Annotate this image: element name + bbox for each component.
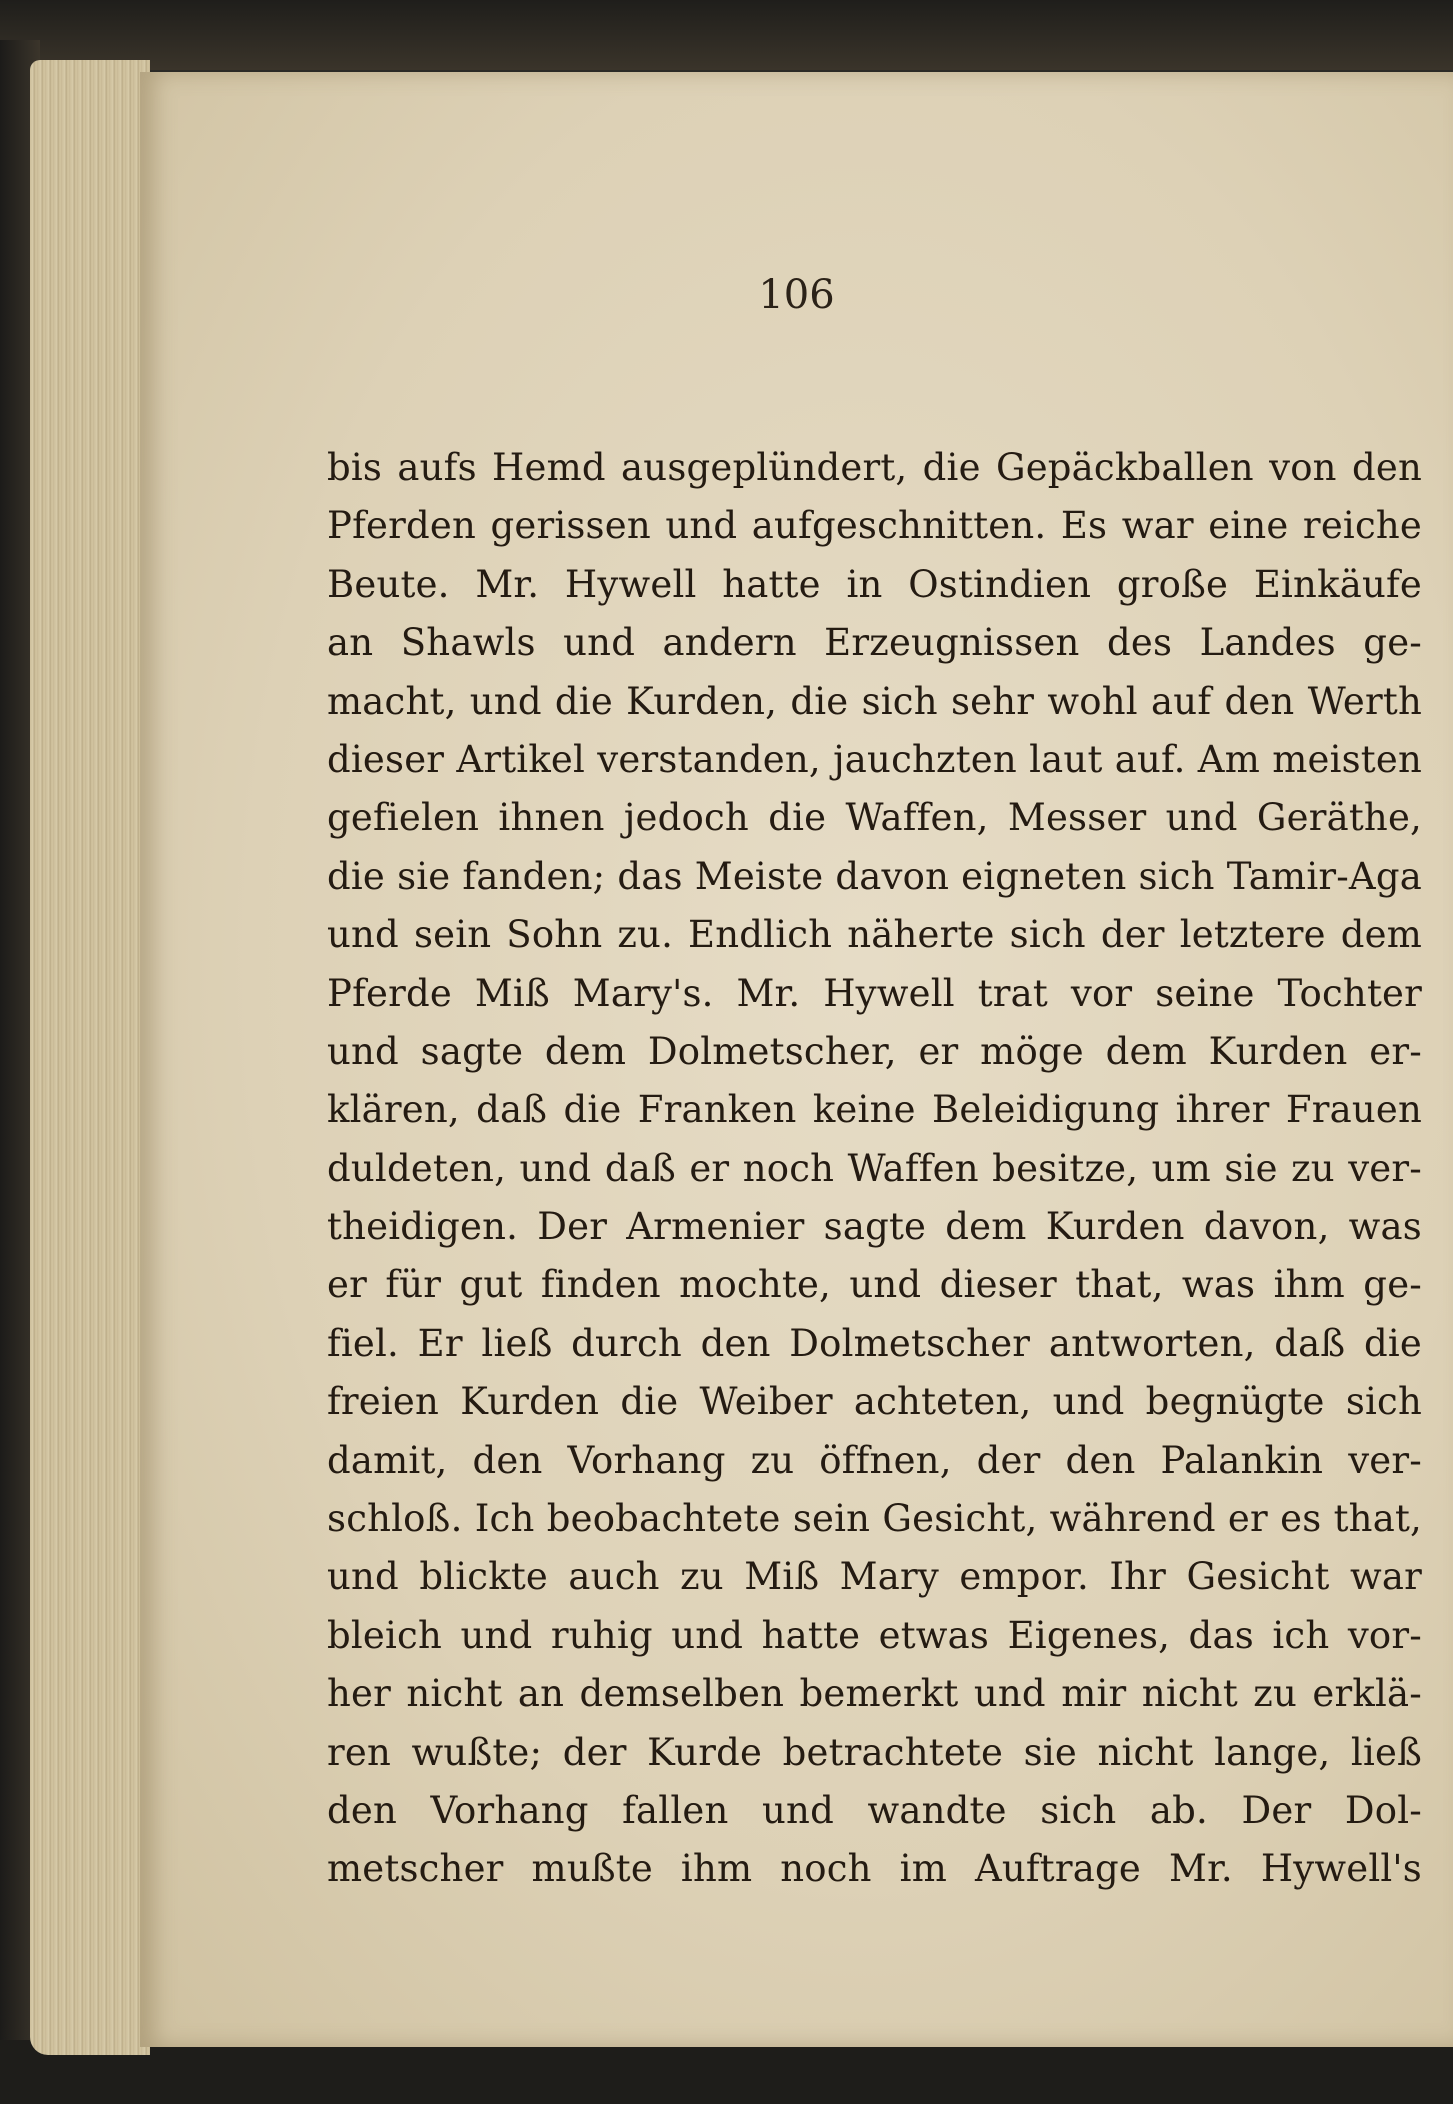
book-cover-bottom-edge bbox=[0, 2040, 1453, 2104]
text-line: und blickte auch zu Miß Mary empor. Ihr Gesicht war bbox=[327, 1555, 1422, 1599]
stacked-page-edges bbox=[30, 60, 150, 2055]
text-line: er für gut finden mochte, und dieser that, was ihm ge- bbox=[327, 1263, 1422, 1307]
text-line: duldeten, und daß er noch Waffen besitze, um sie zu ver- bbox=[327, 1146, 1422, 1190]
text-line: bis aufs Hemd ausgeplündert, die Gepäckballen von den bbox=[327, 446, 1422, 489]
text-line: fiel. Er ließ durch den Dolmetscher antworten, daß die bbox=[327, 1321, 1422, 1365]
text-line: und sein Sohn zu. Endlich näherte sich der letztere dem bbox=[327, 913, 1422, 957]
page-number: 106 bbox=[758, 272, 835, 318]
text-line: Beute. Mr. Hywell hatte in Ostindien große Einkäufe bbox=[327, 562, 1422, 606]
text-line: her nicht an demselben bemerkt und mir nicht zu erklä- bbox=[327, 1672, 1422, 1716]
text-line: klären, daß die Franken keine Beleidigung ihrer Frauen bbox=[327, 1088, 1422, 1132]
text-line: metscher mußte ihm noch im Auftrage Mr. Hywell's bbox=[327, 1847, 1422, 1891]
text-line: den Vorhang fallen und wandte sich ab. Der Dol- bbox=[327, 1788, 1422, 1832]
body-text bbox=[327, 439, 1422, 1899]
text-line: theidigen. Der Armenier sagte dem Kurden davon, was bbox=[327, 1205, 1422, 1249]
text-line: gefielen ihnen jedoch die Waffen, Messer und Geräthe, bbox=[327, 796, 1422, 840]
book-page bbox=[140, 72, 1453, 2047]
text-line: damit, den Vorhang zu öffnen, der den Palankin ver- bbox=[327, 1438, 1422, 1482]
text-line: schloß. Ich beobachtete sein Gesicht, während er es that, bbox=[327, 1497, 1422, 1541]
text-line: Pferde Miß Mary's. Mr. Hywell trat vor seine Tochter bbox=[327, 971, 1422, 1015]
text-line: bleich und ruhig und hatte etwas Eigenes, das ich vor- bbox=[327, 1613, 1422, 1657]
text-line: und sagte dem Dolmetscher, er möge dem Kurden er- bbox=[327, 1029, 1422, 1073]
text-line: freien Kurden die Weiber achteten, und begnügte sich bbox=[327, 1380, 1422, 1424]
text-line: ren wußte; der Kurde betrachtete sie nicht lange, ließ bbox=[327, 1730, 1422, 1774]
text-line: die sie fanden; das Meiste davon eigneten sich Tamir-Aga bbox=[327, 854, 1422, 898]
text-line: dieser Artikel verstanden, jauchzten laut auf. Am meisten bbox=[327, 737, 1422, 781]
book-cover-top-edge bbox=[0, 0, 1453, 70]
text-line: an Shawls und andern Erzeugnissen des Landes ge- bbox=[327, 621, 1422, 665]
text-line: macht, und die Kurden, die sich sehr wohl auf den Werth bbox=[327, 679, 1422, 723]
text-line: Pferden gerissen und aufgeschnitten. Es war eine reiche bbox=[327, 504, 1422, 548]
